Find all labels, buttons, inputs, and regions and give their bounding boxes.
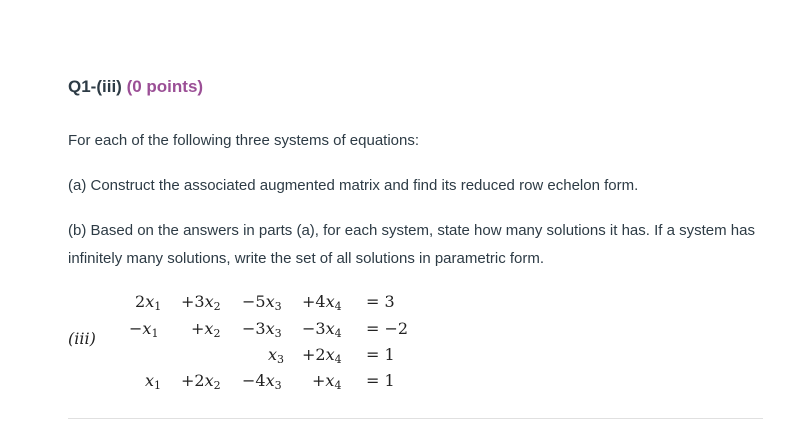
system-label: (iii) <box>68 329 96 348</box>
r4-term3: $-4x_3$ <box>242 371 282 392</box>
r1-term1: $2x_1$ <box>135 292 162 313</box>
r4-rhs: = 1 <box>366 371 395 390</box>
r3-term3: $x_3$ <box>268 345 285 366</box>
section-divider <box>68 418 763 419</box>
part-b-text: (b) Based on the answers in parts (a), for each system, state how many solutions it has. If a system has infinitely many solutions, write the set of all solutions in parametric form. <box>68 222 755 267</box>
question-number: Q1-(iii) <box>68 77 122 96</box>
r2-term4: $-3x_4$ <box>302 319 342 340</box>
r3-term4: $+2x_4$ <box>302 345 342 366</box>
intro-text: For each of the following three systems of equations: <box>68 132 420 149</box>
question-title <box>68 77 203 97</box>
r4-term2: $+2x_2$ <box>181 371 221 392</box>
r1-rhs: = 3 <box>366 292 395 311</box>
r1-term2: $+3x_2$ <box>181 292 221 313</box>
r4-term1: $x_1$ <box>145 371 162 392</box>
r2-term2: $+x_2$ <box>191 319 221 340</box>
r2-term3: $-3x_3$ <box>242 319 282 340</box>
r2-rhs: = −2 <box>366 319 409 338</box>
part-a-text: (a) Construct the associated augmented matrix and find its reduced row echelon form. <box>68 177 639 194</box>
r1-term4: $+4x_4$ <box>302 292 342 313</box>
r3-rhs: = 1 <box>366 345 395 364</box>
r1-term3: $-5x_3$ <box>242 292 282 313</box>
question-points: (0 points) <box>126 77 204 96</box>
r4-term4: $+x_4$ <box>312 371 342 392</box>
r2-term1: $-x_1$ <box>129 319 159 340</box>
